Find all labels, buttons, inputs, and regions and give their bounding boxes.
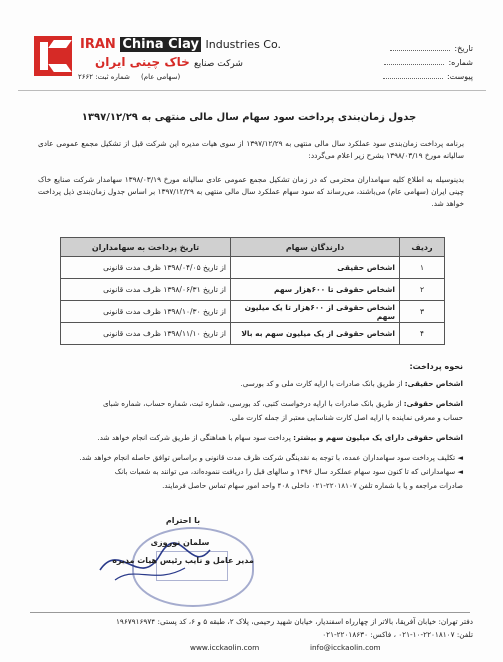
company-logo <box>34 36 72 76</box>
intro-paragraph-1: برنامه پرداخت زمان‌بندی سود عملکرد سال مالی منتهی به ۱۳۹۷/۱۲/۲۹ از سوی هیات مدیره این شرکت قبل از تشکیل مجمع عمومی عادی سالیانه مورخ ۱۳۹۸/۰۳/۱۹ بشرح زیر اعلام می‌گردد: <box>38 139 464 160</box>
legal-persons-line-2: حساب و معرفی نماینده با ارایه اصل کارت شناسایی معتبر از جمله کارت ملی. <box>229 413 463 422</box>
row-holder: اشخاص حقیقی <box>231 257 400 279</box>
payment-method-heading: نحوه پرداخت: <box>409 362 463 371</box>
col-payment-date: تاریخ پرداخت به سهامداران <box>61 238 231 257</box>
brand-name-en: IRAN China Clay Industries Co. <box>80 37 282 52</box>
row-index: ۳ <box>400 301 445 323</box>
table-row <box>61 323 445 345</box>
table-row <box>61 279 445 301</box>
row-holder: اشخاص حقوقی تا ۶۰۰هزار سهم <box>231 279 400 301</box>
note-1: ◄ تکلیف پرداخت سود سهامداران عمده، با توجه به نقدینگی شرکت ظرف مدت قانونی و براساس توافق حاصله انجام خواهد شد. <box>79 453 463 462</box>
closing-regards: با احترام <box>165 516 201 525</box>
footer-email[interactable]: info@icckaolin.com <box>310 643 381 652</box>
major-holders-line: اشخاص حقوقی دارای یک میلیون سهم و بیشتر: پرداخت سود سهام با هماهنگی از طریق شرکت انجام خواهد شد. <box>97 433 463 442</box>
row-date: از تاریخ ۱۳۹۸/۱۱/۱۰ ظرف مدت قانونی <box>61 323 231 345</box>
signer-title: مدیر عامل و نایب رئیس هیات مدیره <box>112 556 254 565</box>
legal-persons-line: اشخاص حقوقی: از طریق بانک صادرات با ارایه درخواست کتبی، کد بورسی، شماره ثبت، شماره حساب، شماره شبای <box>102 399 463 408</box>
table-row <box>61 257 445 279</box>
col-holders: دارندگان سهام <box>231 238 400 257</box>
table-header-row <box>61 238 445 257</box>
col-index: ردیف <box>400 238 445 257</box>
row-index: ۲ <box>400 279 445 301</box>
header-divider <box>18 90 486 91</box>
footer-website[interactable]: www.icckaolin.com <box>190 643 260 652</box>
footer-phones: تلفن: ۲۲۰۱۸۱۰۷-۱۰-۰۲۱ ، فاکس: ۲۲۰۱۸۶۳۰-۰۲۱ <box>322 630 473 639</box>
document-title: جدول زمان‌بندی پرداخت سود سهام سال مالی منتهی به ۱۳۹۷/۱۲/۲۹ <box>81 112 417 123</box>
row-holder: اشخاص حقوقی از ۶۰۰هزار تا یک میلیون سهم <box>231 301 400 323</box>
row-date: از تاریخ ۱۳۹۸/۰۴/۰۵ ظرف مدت قانونی <box>61 257 231 279</box>
row-date: از تاریخ ۱۳۹۸/۰۶/۳۱ ظرف مدت قانونی <box>61 279 231 301</box>
row-holder: اشخاص حقوقی از یک میلیون سهم به بالا <box>231 323 400 345</box>
row-index: ۱ <box>400 257 445 279</box>
attachment-field: پیوست: <box>383 72 473 81</box>
signer-name: سلمان نوروزی <box>150 538 210 547</box>
note-2-continued: صادرات مراجعه و یا با شماره تلفن ۲۲۰۱۸۱۰۷-۰۲۱ داخلی ۴۰۸ واحد امور سهام تماس حاصل فرمایند. <box>162 481 463 490</box>
footer-divider <box>30 612 470 613</box>
row-index: ۴ <box>400 323 445 345</box>
brand-name-fa: شرکت صنایع خاک چینی ایران <box>95 55 243 69</box>
registration-number: (سهامی عام) شماره ثبت: ۲۶۶۲ <box>78 73 181 81</box>
footer-address: دفتر تهران: خیابان آفریقا، بالاتر از چهارراه اسفندیار، خیابان شهید رحیمی، پلاک ۲، طبقه ۵ و ۶، کد پستی: ۱۹۶۷۹۱۶۹۷۴ <box>116 617 473 626</box>
number-field: شماره: <box>384 58 473 67</box>
note-2: ◄ سهامدارانی که تا کنون سود سهام عملکرد سال ۱۳۹۶ و سالهای قبل را دریافت ننموده‌اند، می توانند به شعبات بانک <box>114 467 463 476</box>
row-date: از تاریخ ۱۳۹۸/۱۰/۳۰ ظرف مدت قانونی <box>61 301 231 323</box>
date-field: تاریخ: <box>390 44 473 53</box>
natural-persons-line: اشخاص حقیقی: از طریق بانک صادرات با ارایه کارت ملی و کد بورسی. <box>240 379 463 388</box>
intro-paragraph-2: بدینوسیله به اطلاع کلیه سهامداران محترمی که در زمان تشکیل مجمع عمومی عادی سالیانه مورخ ۱۳۹۸/۰۳/۱۹ سهامدار شرکت صنایع خاک چینی ایران (سهامی عام) می‌باشند، می‌رساند که سود سهام عملکرد سال مالی منتهی به ۱۳۹۷/۱۲/۲۹ بر اساس جدول زمان‌بندی ذیل پرداخت خواهد شد. <box>38 175 464 208</box>
payment-schedule-table <box>60 237 445 345</box>
table-row <box>61 301 445 323</box>
